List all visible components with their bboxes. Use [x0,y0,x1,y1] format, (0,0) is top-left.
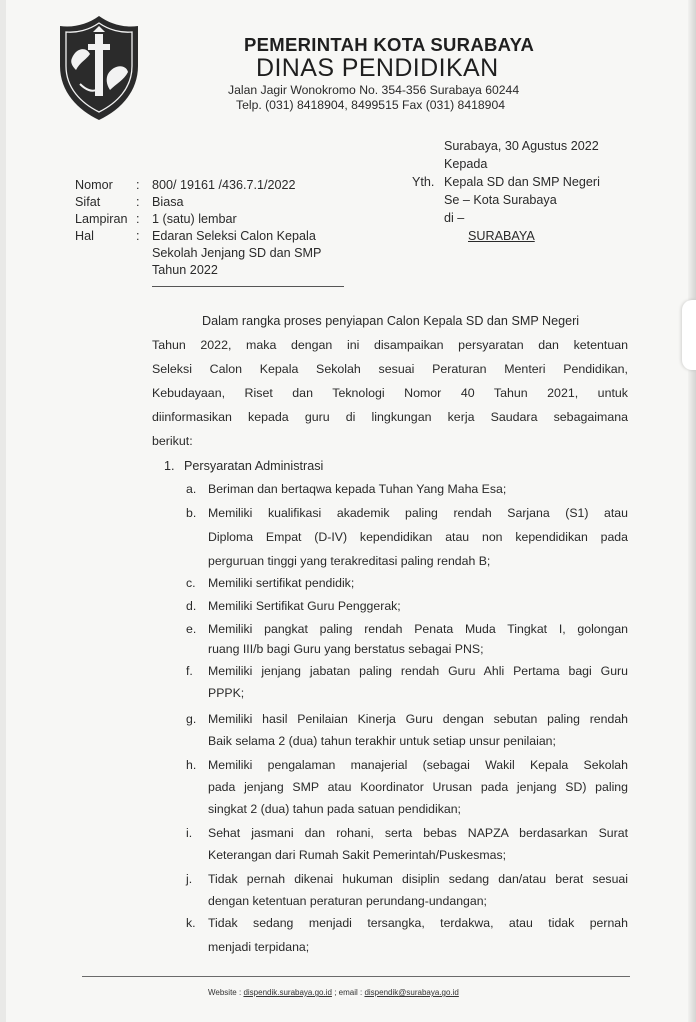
meta-sep: : [136,178,140,192]
item-letter: h. [186,758,197,772]
list-item: Memiliki jenjang jabatan paling rendah Guru Ahli Pertama bagi Guru [208,664,628,678]
intro-line: berikut: [152,434,193,448]
item-letter: f. [186,664,193,678]
kepada-label: Kepada [444,157,488,171]
meta-label-sifat: Sifat [75,195,101,209]
intro-line: Kebudayaan, Riset dan Teknologi Nomor 40 Tahun 2021, untuk [152,386,628,400]
intro-line: Dalam rangka proses penyiapan Calon Kepala SD dan SMP Negeri [202,314,580,328]
item-letter: i. [186,826,193,840]
recipient-city: SURABAYA [468,229,535,243]
meta-sep: : [136,229,140,243]
meta-value-hal-cont: Tahun 2022 [152,263,218,277]
meta-value-hal: Edaran Seleksi Calon Kepala [152,229,316,243]
page-edge [688,0,696,1022]
list-item: Memiliki hasil Penilaian Kinerja Guru dengan sebutan paling rendah [208,712,628,726]
list-item: Memiliki Sertifikat Guru Penggerak; [208,599,401,613]
surabaya-emblem-icon [58,14,140,122]
meta-label-hal: Hal [75,229,94,243]
meta-label-nomor: Nomor [75,178,113,192]
footer-contact [208,988,459,997]
list-item: menjadi terpidana; [208,940,310,954]
section-title: Persyaratan Administrasi [184,459,324,473]
list-item: Tidak pernah dikenai hukuman disiplin sedang dan/atau berat sesuai [208,872,628,886]
list-item: Memiliki pengalaman manajerial (sebagai Wakil Kepala Sekolah [208,758,628,772]
footer-website-link[interactable]: dispendik.surabaya.go.id [243,988,332,997]
meta-value-hal-cont: Sekolah Jenjang SD dan SMP [152,246,322,260]
list-item: Tidak sedang menjadi tersangka, terdakwa, atau tidak pernah [208,916,628,930]
footer-separator: ; [334,988,337,997]
item-letter: b. [186,506,197,520]
recipient-line-1: Kepala SD dan SMP Negeri [444,175,600,189]
footer-divider [82,976,630,977]
list-item: Memiliki kualifikasi akademik paling rendah Sarjana (S1) atau [208,506,628,520]
intro-line: Seleksi Calon Kepala Sekolah sesuai Peraturan Menteri Pendidikan, [152,362,628,376]
list-item: dengan ketentuan peraturan perundang-undangan; [208,894,487,908]
list-item: singkat 2 (dua) tahun pada satuan pendidikan; [208,802,461,816]
yth-label: Yth. [412,175,435,189]
list-item: perguruan tinggi yang terakreditasi paling rendah B; [208,554,491,568]
item-letter: c. [186,576,196,590]
letter-page [6,0,690,1022]
meta-value-nomor: 800/ 19161 /436.7.1/2022 [152,178,296,192]
footer-email-label: email : [338,988,363,997]
list-item: Baik selama 2 (dua) tahun terakhir untuk setiap unsur penilaian; [208,734,556,748]
meta-value-sifat: Biasa [152,195,184,209]
side-handle[interactable] [682,300,696,370]
intro-line: diinformasikan kepada guru di lingkungan kerja Saudara sebagaimana [152,410,628,424]
letterhead-address: Jalan Jagir Wonokromo No. 354-356 Surabaya 60244 [228,83,520,97]
list-item: pada jenjang SMP atau Koordinator Urusan pada jenjang SD) paling [208,780,628,794]
list-item: Memiliki pangkat paling rendah Penata Muda Tingkat I, golongan [208,622,628,636]
letterhead-agency: DINAS PENDIDIKAN [256,54,499,82]
letterhead-government: PEMERINTAH KOTA SURABAYA [244,34,535,55]
item-letter: j. [186,872,193,886]
item-letter: d. [186,599,197,613]
letter-date: Surabaya, 30 Agustus 2022 [444,139,599,153]
item-letter: g. [186,712,197,726]
list-item: PPPK; [208,686,245,700]
item-letter: k. [186,916,196,930]
intro-line: Tahun 2022, maka dengan ini disampaikan persyaratan dan ketentuan [152,338,628,352]
meta-label-lampiran: Lampiran [75,212,128,226]
list-item: Keterangan dari Rumah Sakit Pemerintah/Puskesmas; [208,848,507,862]
list-item: Diploma Empat (D-IV) kependidikan atau non kependidikan pada [208,530,628,544]
meta-sep: : [136,212,140,226]
meta-value-lampiran: 1 (satu) lembar [152,212,237,226]
recipient-line-2: Se – Kota Surabaya [444,193,557,207]
letterhead-phone: Telp. (031) 8418904, 8499515 Fax (031) 8418904 [236,98,506,112]
list-item: Sehat jasmani dan rohani, serta bebas NAPZA berdasarkan Surat [208,826,628,840]
list-item: Memiliki sertifikat pendidik; [208,576,355,590]
list-item: Beriman dan bertaqwa kepada Tuhan Yang Maha Esa; [208,482,507,496]
section-number: 1. [164,459,175,473]
item-letter: a. [186,482,197,496]
footer-website-label: Website : [208,988,242,997]
di-label: di – [444,211,465,225]
hal-divider [152,286,344,287]
item-letter: e. [186,622,197,636]
footer-email-link[interactable]: dispendik@surabaya.go.id [364,988,459,997]
meta-sep: : [136,195,140,209]
list-item: ruang III/b bagi Guru yang berstatus sebagai PNS; [208,642,484,656]
